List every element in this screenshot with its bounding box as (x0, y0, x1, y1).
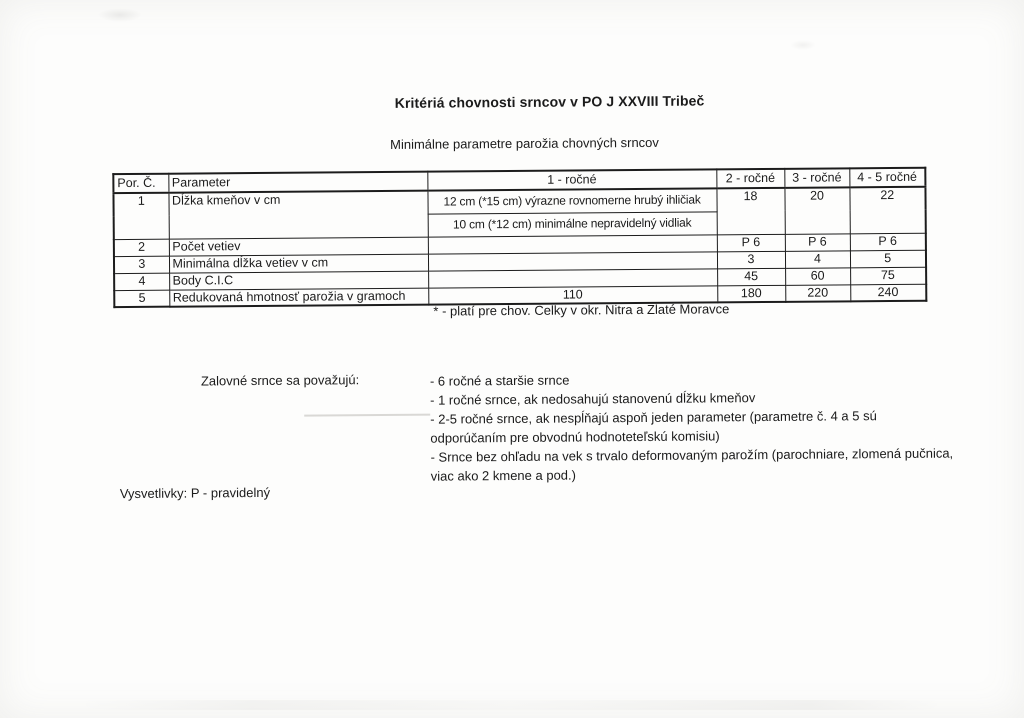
document-title: Kritériá chovnosti srncov v PO J XXVIII Tribeč (394, 92, 705, 111)
list-item: - Srnce bez ohľadu na vek s trvalo deformovaným parožím (parochniare, zlomená pučnica, viac ako 2 kmene a pod.) (430, 445, 954, 484)
legend-text: Vysvetlivky: P - pravidelný (119, 484, 271, 502)
row1-45rocne: 22 (849, 187, 925, 234)
row1-parameter: Dĺžka kmeňov v cm (168, 191, 427, 239)
row5-2rocne: 180 (717, 285, 785, 303)
row1-3rocne: 20 (784, 187, 849, 234)
criteria-table (112, 167, 927, 308)
scan-artifact-line (304, 414, 430, 416)
row5-num: 5 (114, 290, 169, 307)
row2-num: 2 (114, 239, 169, 256)
row2-3rocne: P 6 (785, 233, 850, 251)
row5-1rocne: 110 (428, 285, 717, 304)
row5-parameter: Redukovaná hmotnosť parožia v gramoch (169, 288, 428, 307)
list-item: - 1 ročné srnce, ak nedosahujú stanovenú dĺžku kmeňov (430, 390, 756, 408)
row2-45rocne: P 6 (850, 233, 926, 251)
header-por-c: Por. Č. (113, 174, 168, 193)
row1-2rocne: 18 (716, 188, 784, 235)
row4-parameter: Body C.I.C (169, 271, 428, 290)
document-subtitle: Minimálne parametre parožia chovných srncov (390, 134, 659, 152)
row5-3rocne: 220 (785, 284, 850, 302)
row3-num: 3 (114, 256, 169, 273)
header-4-5-rocne: 4 - 5 ročné (849, 168, 925, 188)
row1-1rocne-line2: 10 cm (*12 cm) minimálne nepravidelný vidliak (428, 211, 717, 236)
table-footnote: * - platí pre chov. Celky v okr. Nitra a Zlaté Moravce (433, 301, 730, 319)
header-2-rocne: 2 - ročné (716, 169, 784, 189)
list-item: - 6 ročné a staršie srnce (429, 372, 570, 389)
header-1-rocne: 1 - ročné (427, 169, 716, 190)
row3-3rocne: 4 (785, 250, 850, 268)
row1-num: 1 (113, 193, 168, 239)
row4-2rocne: 45 (717, 268, 785, 286)
row4-num: 4 (114, 273, 169, 290)
row2-parameter: Počet vetiev (169, 237, 428, 256)
culling-bucks-label: Zalovné srnce sa považujú: (200, 372, 360, 389)
row1-1rocne-line1: 12 cm (*15 cm) výrazne rovnomerne hrubý ihličiak (427, 188, 716, 213)
header-parameter: Parameter (168, 172, 427, 193)
scan-smudge (790, 40, 816, 50)
row3-parameter: Minimálna dĺžka vetiev v cm (169, 254, 428, 273)
row4-45rocne: 75 (850, 267, 926, 285)
row3-2rocne: 3 (717, 251, 785, 269)
list-item: - 2-5 ročné srnce, ak nespĺňajú aspoň jeden parameter (parametre č. 4 a 5 sú odporúčaním pre obvodnú hodnoteteľskú komisiu) (430, 408, 877, 446)
row5-45rocne: 240 (850, 284, 926, 302)
scan-smudge (98, 8, 142, 22)
culling-criteria-list (430, 368, 959, 486)
row2-2rocne: P 6 (717, 234, 785, 252)
row4-3rocne: 60 (785, 267, 850, 285)
scan-smudge (80, 700, 940, 710)
header-3-rocne: 3 - ročné (784, 168, 849, 188)
row3-45rocne: 5 (850, 250, 926, 268)
